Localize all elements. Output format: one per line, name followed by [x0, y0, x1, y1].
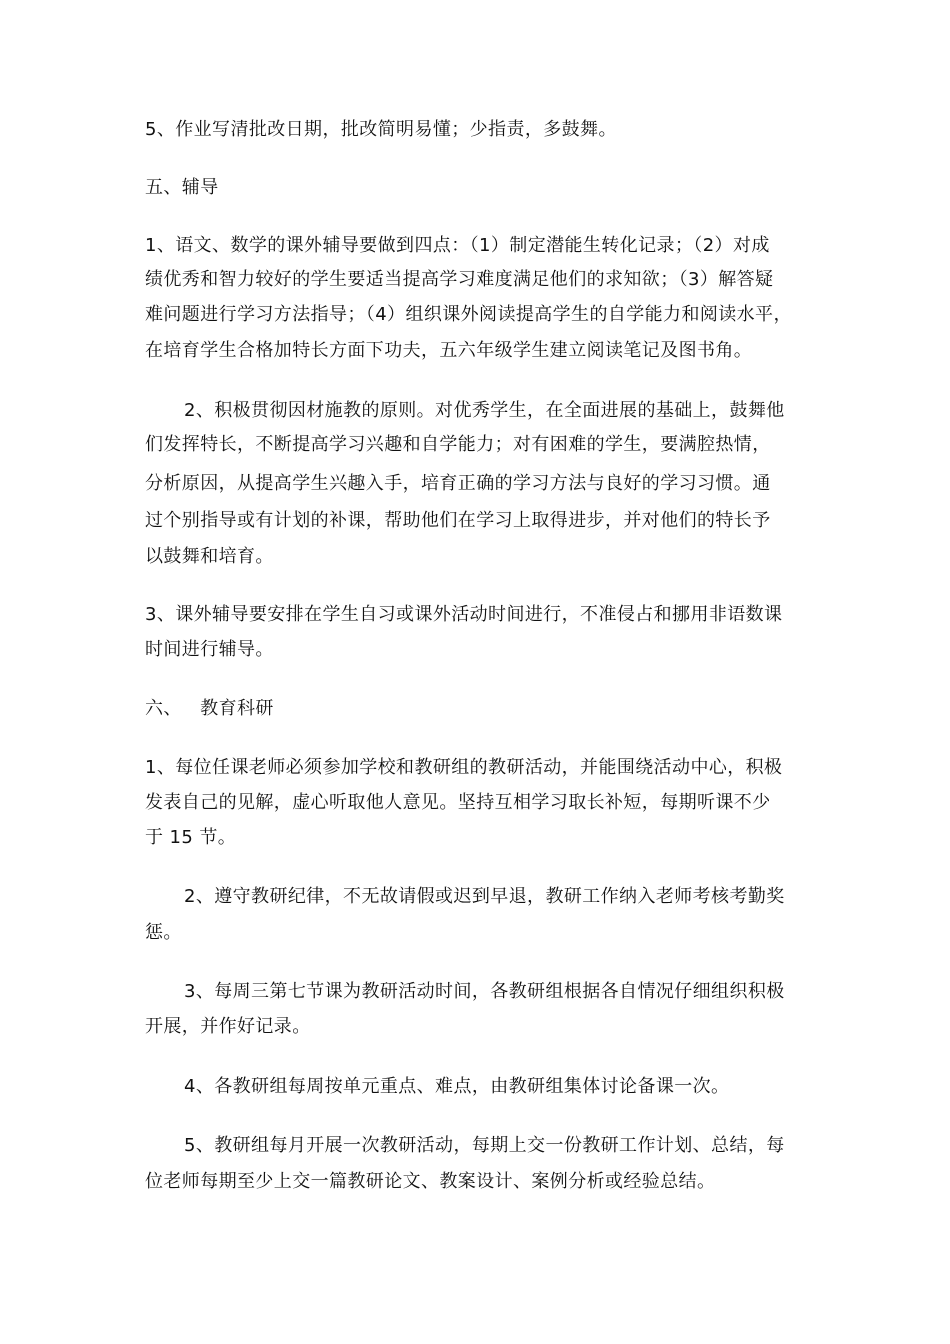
tutoring-item-1-line-2: 绩优秀和智力较好的学生要适当提高学习难度满足他们的求知欲；（3）解答疑 — [145, 269, 774, 290]
tutoring-item-2-line-2: 们发挥特长，不断提高学习兴趣和自学能力；对有困难的学生，要满腔热情， — [145, 434, 771, 455]
homework-item-5: 5、作业写清批改日期，批改简明易懂；少指责，多鼓舞。 — [145, 119, 617, 140]
tutoring-item-1-line-4: 在培育学生合格加特长方面下功夫，五六年级学生建立阅读笔记及图书角。 — [145, 340, 753, 361]
tutoring-item-3-line-2: 时间进行辅导。 — [145, 639, 274, 660]
research-item-3-line-1: 3、每周三第七节课为教研活动时间，各教研组根据各自情况仔细组织积极 — [184, 981, 785, 1002]
research-item-4: 4、各教研组每周按单元重点、难点，由教研组集体讨论备课一次。 — [184, 1076, 730, 1097]
tutoring-item-2-line-3: 分析原因，从提高学生兴趣入手，培育正确的学习方法与良好的学习习惯。通 — [145, 473, 771, 494]
research-item-1-line-1: 1、每位任课老师必须参加学校和教研组的教研活动，并能围绕活动中心，积极 — [145, 757, 783, 778]
research-item-3-line-2: 开展，并作好记录。 — [145, 1016, 311, 1037]
tutoring-item-1-line-3: 难问题进行学习方法指导；（4）组织课外阅读提高学生的自学能力和阅读水平， — [145, 304, 792, 325]
research-item-2-line-1: 2、遵守教研纪律，不无故请假或迟到早退，教研工作纳入老师考核考勤奖 — [184, 886, 785, 907]
research-item-5-line-2: 位老师每期至少上交一篇教研论文、教案设计、案例分析或经验总结。 — [145, 1171, 716, 1192]
section-6-title: 六、 教育科研 — [145, 698, 274, 719]
research-item-1-line-3: 于 15 节。 — [145, 827, 237, 848]
tutoring-item-1-line-1: 1、语文、数学的课外辅导要做到四点：（1）制定潜能生转化记录；（2）对成 — [145, 235, 770, 256]
tutoring-item-3-line-1: 3、课外辅导要安排在学生自习或课外活动时间进行，不准侵占和挪用非语数课 — [145, 604, 783, 625]
tutoring-item-2-line-1: 2、积极贯彻因材施教的原则。对优秀学生，在全面进展的基础上，鼓舞他 — [184, 400, 785, 421]
section-5-title: 五、辅导 — [145, 177, 219, 198]
tutoring-item-2-line-5: 以鼓舞和培育。 — [145, 546, 274, 567]
tutoring-item-2-line-4: 过个别指导或有计划的补课，帮助他们在学习上取得进步，并对他们的特长予 — [145, 510, 771, 531]
research-item-1-line-2: 发表自己的见解，虚心听取他人意见。坚持互相学习取长补短，每期听课不少 — [145, 792, 771, 813]
research-item-5-line-1: 5、教研组每月开展一次教研活动，每期上交一份教研工作计划、总结，每 — [184, 1135, 785, 1156]
research-item-2-line-2: 惩。 — [145, 922, 182, 943]
